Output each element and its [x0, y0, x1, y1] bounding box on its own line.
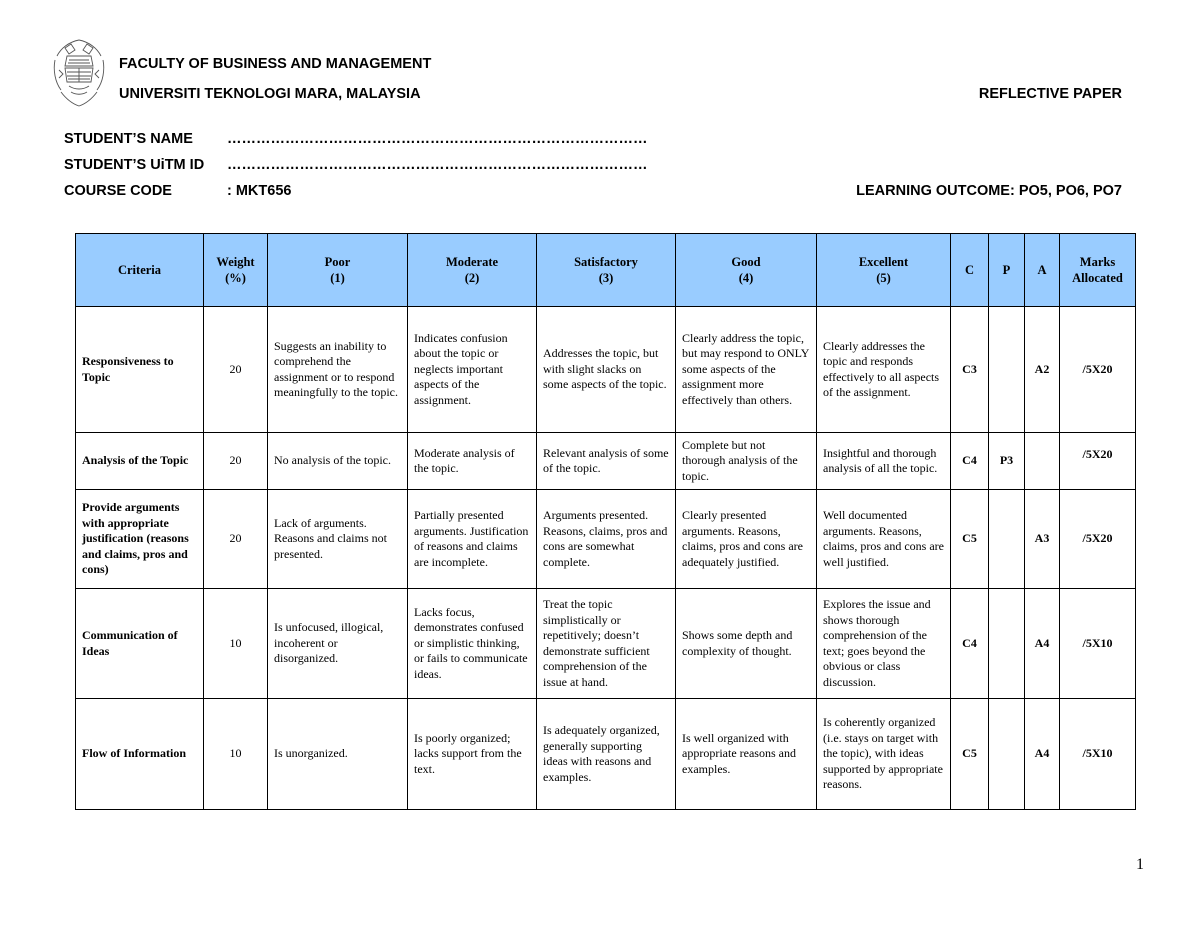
- weight-cell: 10: [204, 699, 268, 810]
- weight-cell: 20: [204, 307, 268, 433]
- student-id-field[interactable]: ……………………………………………………………………………: [227, 157, 648, 173]
- table-row: [76, 699, 1136, 810]
- header-satisfactory: Satisfactory (3): [537, 234, 676, 307]
- good-cell: Complete but not thorough analysis of the topic.: [676, 433, 817, 490]
- header-weight: Weight (%): [204, 234, 268, 307]
- weight-cell: 10: [204, 589, 268, 699]
- satisfactory-cell: Relevant analysis of some of the topic.: [537, 433, 676, 490]
- weight-cell: 20: [204, 490, 268, 589]
- header-marks: Marks Allocated: [1060, 234, 1136, 307]
- student-name-field[interactable]: ……………………………………………………………………………: [227, 131, 648, 147]
- rubric-table: [75, 233, 1136, 810]
- c-cell: C5: [951, 699, 989, 810]
- criteria-cell: Responsiveness to Topic: [76, 307, 204, 433]
- p-cell: [989, 699, 1025, 810]
- table-row: [76, 433, 1136, 490]
- a-cell: A2: [1025, 307, 1060, 433]
- university-title: UNIVERSITI TEKNOLOGI MARA, MALAYSIA: [119, 86, 421, 102]
- satisfactory-cell: Is adequately organized, generally supporting ideas with reasons and examples.: [537, 699, 676, 810]
- marks-cell[interactable]: /5X20: [1060, 490, 1136, 589]
- excellent-cell: Clearly addresses the topic and responds effectively to all aspects of the assignment.: [817, 307, 951, 433]
- c-cell: C4: [951, 433, 989, 490]
- header-moderate: Moderate (2): [408, 234, 537, 307]
- learning-outcome: LEARNING OUTCOME: PO5, PO6, PO7: [856, 183, 1122, 199]
- table-row: [76, 307, 1136, 433]
- poor-cell: Lack of arguments. Reasons and claims not presented.: [268, 490, 408, 589]
- table-row: [76, 589, 1136, 699]
- poor-cell: No analysis of the topic.: [268, 433, 408, 490]
- a-cell: [1025, 433, 1060, 490]
- header-poor: Poor (1): [268, 234, 408, 307]
- marks-cell[interactable]: /5X10: [1060, 589, 1136, 699]
- marks-cell[interactable]: /5X10: [1060, 699, 1136, 810]
- good-cell: Clearly presented arguments. Reasons, claims, pros and cons are adequately justified.: [676, 490, 817, 589]
- weight-cell: 20: [204, 433, 268, 490]
- criteria-cell: Communication of Ideas: [76, 589, 204, 699]
- good-cell: Clearly address the topic, but may respond to ONLY some aspects of the assignment more effectively than others.: [676, 307, 817, 433]
- good-cell: Shows some depth and complexity of thought.: [676, 589, 817, 699]
- satisfactory-cell: Addresses the topic, but with slight slacks on some aspects of the topic.: [537, 307, 676, 433]
- poor-cell: Is unfocused, illogical, incoherent or disorganized.: [268, 589, 408, 699]
- course-code-label: COURSE CODE: [64, 183, 172, 199]
- faculty-title: FACULTY OF BUSINESS AND MANAGEMENT: [119, 56, 432, 72]
- moderate-cell: Is poorly organized; lacks support from the text.: [408, 699, 537, 810]
- table-header-row: [76, 234, 1136, 307]
- excellent-cell: Is coherently organized (i.e. stays on target with the topic), with ideas supported by appropriate reasons.: [817, 699, 951, 810]
- table-row: [76, 490, 1136, 589]
- c-cell: C3: [951, 307, 989, 433]
- header-p: P: [989, 234, 1025, 307]
- p-cell: [989, 589, 1025, 699]
- excellent-cell: Insightful and thorough analysis of all the topic.: [817, 433, 951, 490]
- marks-cell[interactable]: /5X20: [1060, 433, 1136, 490]
- student-name-label: STUDENT’S NAME: [64, 131, 193, 147]
- poor-cell: Is unorganized.: [268, 699, 408, 810]
- page-number: 1: [1136, 856, 1144, 873]
- criteria-cell: Provide arguments with appropriate justification (reasons and claims, pros and cons): [76, 490, 204, 589]
- header-good: Good (4): [676, 234, 817, 307]
- header-excellent: Excellent (5): [817, 234, 951, 307]
- p-cell: [989, 490, 1025, 589]
- moderate-cell: Indicates confusion about the topic or neglects important aspects of the assignment.: [408, 307, 537, 433]
- document-type: REFLECTIVE PAPER: [978, 86, 1122, 102]
- a-cell: A3: [1025, 490, 1060, 589]
- header-c: C: [951, 234, 989, 307]
- student-id-label: STUDENT’S UiTM ID: [64, 157, 205, 173]
- good-cell: Is well organized with appropriate reasons and examples.: [676, 699, 817, 810]
- p-cell: P3: [989, 433, 1025, 490]
- moderate-cell: Lacks focus, demonstrates confused or simplistic thinking, or fails to communicate ideas.: [408, 589, 537, 699]
- university-logo: [47, 36, 111, 108]
- criteria-cell: Analysis of the Topic: [76, 433, 204, 490]
- criteria-cell: Flow of Information: [76, 699, 204, 810]
- header-criteria: Criteria: [76, 234, 204, 307]
- excellent-cell: Explores the issue and shows thorough comprehension of the text; goes beyond the obvious or class discussion.: [817, 589, 951, 699]
- moderate-cell: Moderate analysis of the topic.: [408, 433, 537, 490]
- excellent-cell: Well documented arguments. Reasons, claims, pros and cons are well justified.: [817, 490, 951, 589]
- c-cell: C4: [951, 589, 989, 699]
- moderate-cell: Partially presented arguments. Justification of reasons and claims are incomplete.: [408, 490, 537, 589]
- course-code-value: : MKT656: [227, 183, 292, 199]
- header-a: A: [1025, 234, 1060, 307]
- marks-cell[interactable]: /5X20: [1060, 307, 1136, 433]
- poor-cell: Suggests an inability to comprehend the assignment or to respond meaningfully to the topic.: [268, 307, 408, 433]
- c-cell: C5: [951, 490, 989, 589]
- p-cell: [989, 307, 1025, 433]
- satisfactory-cell: Treat the topic simplistically or repetitively; doesn’t demonstrate sufficient comprehension of the issue at hand.: [537, 589, 676, 699]
- a-cell: A4: [1025, 699, 1060, 810]
- a-cell: A4: [1025, 589, 1060, 699]
- satisfactory-cell: Arguments presented. Reasons, claims, pros and cons are somewhat complete.: [537, 490, 676, 589]
